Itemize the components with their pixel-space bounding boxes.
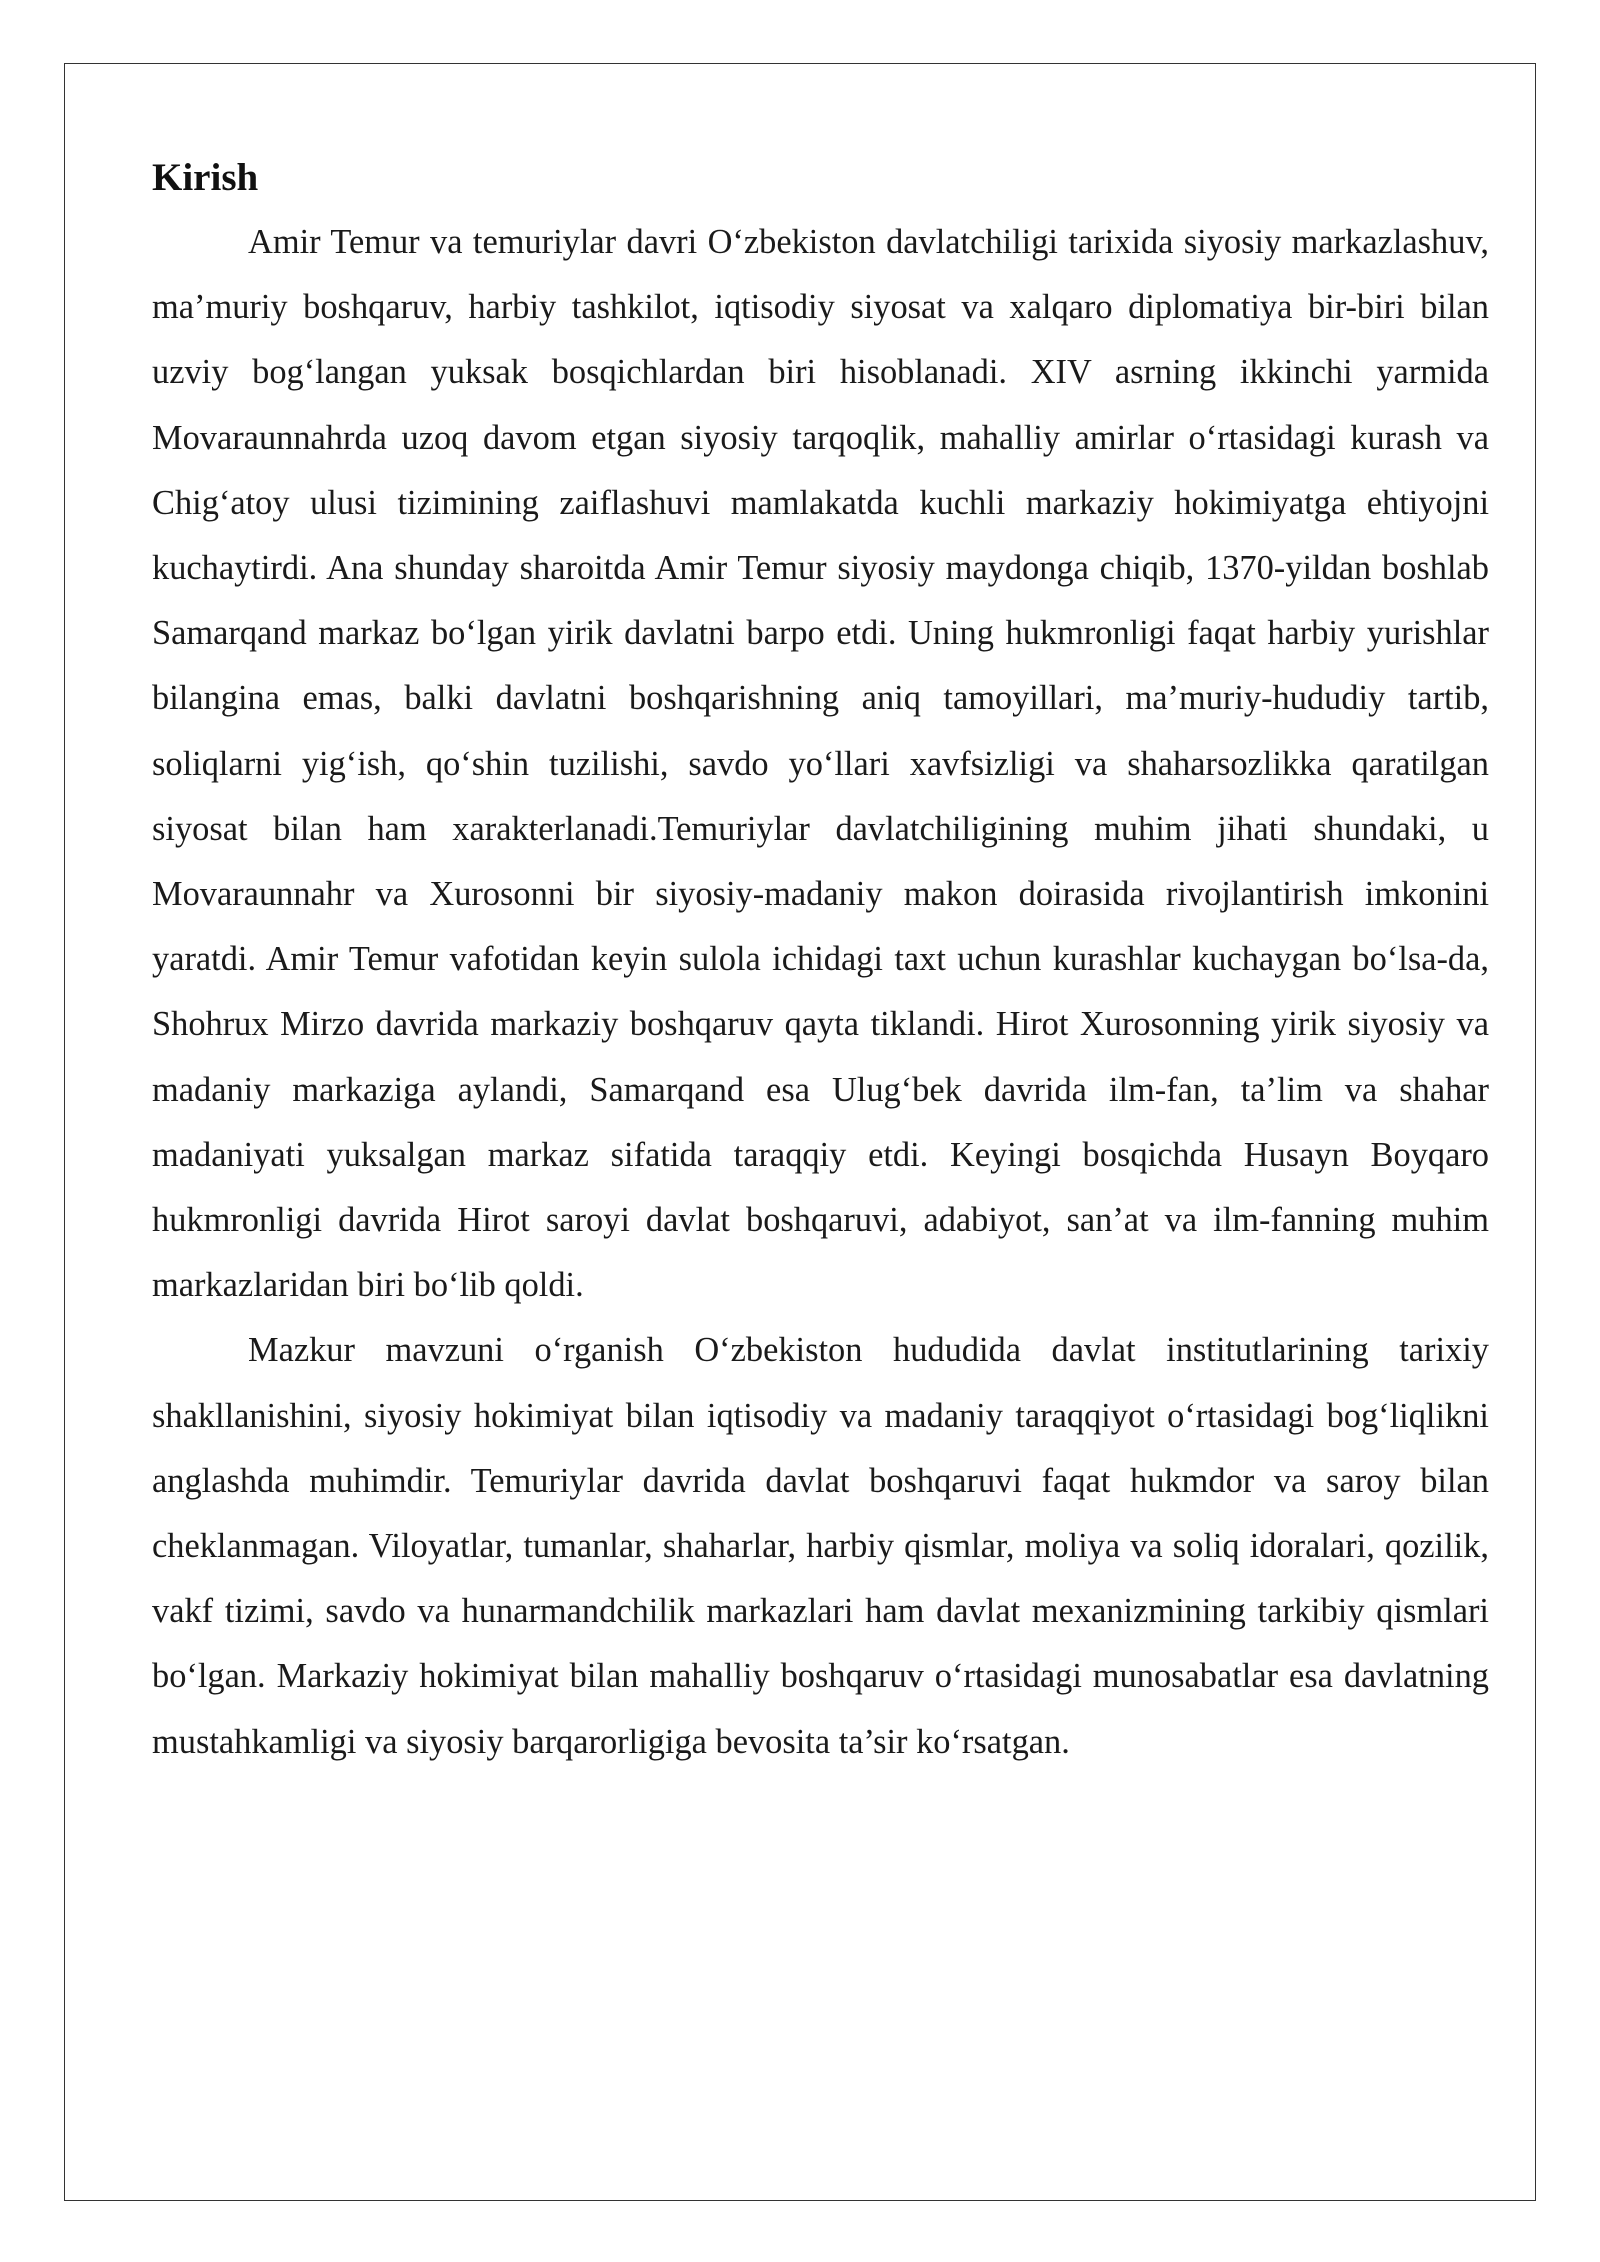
section-heading: Kirish	[152, 156, 259, 199]
paragraph-2: Mazkur mavzuni o‘rganish O‘zbekiston hududida davlat institutlarining tarixiy shakllanishini, siyosiy hokimiyat bilan iqtisodiy va madaniy taraqqiyot o‘rtasidagi bog‘liqlikni anglashda muhimdir. Temuriylar davrida davlat boshqaruvi faqat hukmdor va saroy bilan cheklanmagan. Viloyatlar, tumanlar, shaharlar, harbiy qismlar, moliya va soliq idoralari, qozilik, vakf tizimi, savdo va hunarmandchilik markazlari ham davlat mexanizmining tarkibiy qismlari bo‘lgan. Markaziy hokimiyat bilan mahalliy boshqaruv o‘rtasidagi munosabatlar esa davlatning mustahkamligi va siyosiy barqarorligiga bevosita ta’sir ko‘rsatgan.	[152, 1331, 1489, 1761]
document-body	[152, 150, 1489, 1775]
paragraph-1: Amir Temur va temuriylar davri O‘zbekiston davlatchiligi tarixida siyosiy markazlashuv, ma’muriy boshqaruv, harbiy tashkilot, iqtisodiy siyosat va xalqaro diplomatiya bir-biri bilan uzviy bog‘langan yuksak bosqichlardan biri hisoblanadi. XIV asrning ikkinchi yarmida Movaraunnahrda uzoq davom etgan siyosiy tarqoqlik, mahalliy amirlar o‘rtasidagi kurash va Chig‘atoy ulusi tizimining zaiflashuvi mamlakatda kuchli markaziy hokimiyatga ehtiyojni kuchaytirdi. Ana shunday sharoitda Amir Temur siyosiy maydonga chiqib, 1370-yildan boshlab Samarqand markaz bo‘lgan yirik davlatni barpo etdi. Uning hukmronligi faqat harbiy yurishlar bilangina emas, balki davlatni boshqarishning aniq tamoyillari, ma’muriy-hududiy tartib, soliqlarni yig‘ish, qo‘shin tuzilishi, savdo yo‘llari xavfsizligi va shaharsozlikka qaratilgan siyosat bilan ham xarakterlanadi.Temuriylar davlatchiligining muhim jihati shundaki, u Movaraunnahr va Xurosonni bir siyosiy-madaniy makon doirasida rivojlantirish imkonini yaratdi. Amir Temur vafotidan keyin sulola ichidagi taxt uchun kurashlar kuchaygan bo‘lsa-da, Shohrux Mirzo davrida markaziy boshqaruv qayta tiklandi. Hirot Xurosonning yirik siyosiy va madaniy markaziga aylandi, Samarqand esa Ulug‘bek davrida ilm-fan, ta’lim va shahar madaniyati yuksalgan markaz sifatida taraqqiy etdi. Keyingi bosqichda Husayn Boyqaro hukmronligi davrida Hirot saroyi davlat boshqaruvi, adabiyot, san’at va ilm-fanning muhim markazlaridan biri bo‘lib qoldi.	[152, 223, 1489, 1305]
